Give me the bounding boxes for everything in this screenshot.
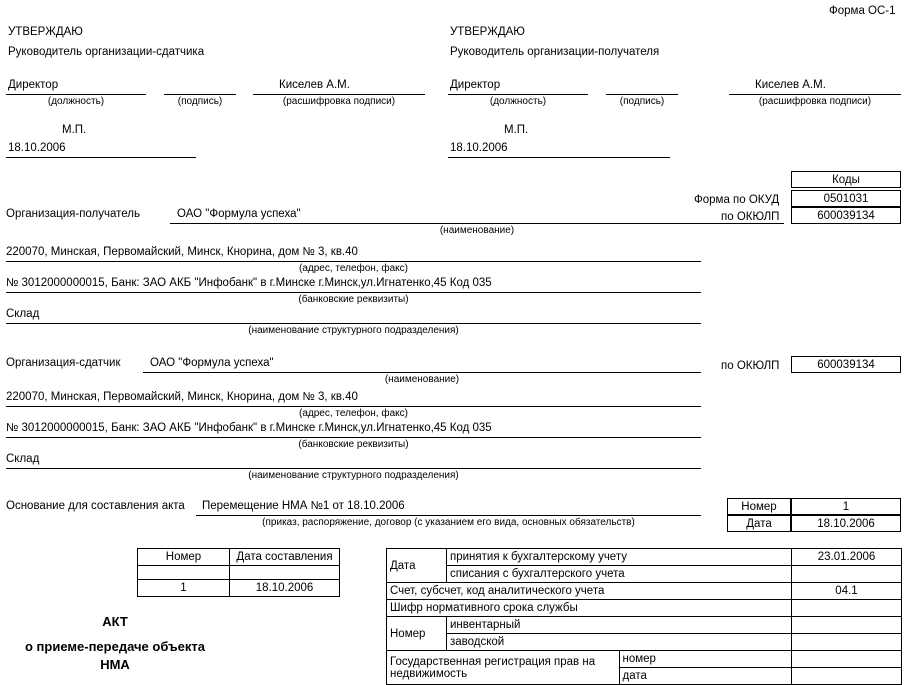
receiver-name-caption: (наименование) <box>439 225 515 236</box>
table-row <box>387 600 902 617</box>
receiver-bank-caption: (банковские реквизиты) <box>298 294 409 305</box>
approval-heading-left: УТВЕРЖДАЮ <box>8 26 83 38</box>
details-date-label: Дата <box>387 549 447 583</box>
codes-value-okud[interactable]: 0501031 <box>791 190 901 207</box>
basis-label: Основание для составления акта <box>6 500 185 512</box>
approval-subheading-left: Руководитель организации-сдатчика <box>8 46 205 58</box>
table-row <box>138 549 340 566</box>
sender-name-caption: (наименование) <box>384 374 460 385</box>
act-title-line2: о приеме-передаче объекта <box>25 639 205 654</box>
sender-name-rule <box>143 372 701 373</box>
approval-name-right: Киселев А.М. <box>755 79 826 91</box>
doc-number-value[interactable]: 1 <box>138 580 230 597</box>
doc-number-header: Номер <box>138 549 230 566</box>
details-number-label: Номер <box>387 617 447 651</box>
details-row-0-text: принятия к бухгалтерскому учету <box>447 549 792 566</box>
details-state-registration-text: Государственная регистрация прав на недвижимость <box>387 651 620 685</box>
receiver-address-caption: (адрес, телефон, факс) <box>299 263 408 274</box>
basis-caption: (приказ, распоряжение, договор (с указанием его вида, основных обязательств) <box>262 517 635 528</box>
approval-position-right: Директор <box>450 79 501 91</box>
sender-label: Организация-сдатчик <box>6 357 121 369</box>
sender-address-caption: (адрес, телефон, факс) <box>299 408 408 419</box>
table-row <box>387 634 902 651</box>
approval-subheading-right: Руководитель организации-получателя <box>450 46 660 58</box>
accounting-details-table <box>386 548 902 685</box>
approval-name-caption-right: (расшифровка подписи) <box>758 96 872 107</box>
table-row <box>387 566 902 583</box>
receiver-label: Организация-получатель <box>6 208 141 220</box>
details-row-2-value[interactable]: 04.1 <box>792 583 902 600</box>
approval-name-caption-left: (расшифровка подписи) <box>282 96 396 107</box>
sender-bank-caption: (банковские реквизиты) <box>298 439 409 450</box>
approval-heading-right: УТВЕРЖДАЮ <box>450 26 525 38</box>
codes-label-okud: Форма по ОКУД <box>694 194 780 206</box>
doc-date-value[interactable]: 18.10.2006 <box>230 580 340 597</box>
sender-okulp-label: по ОКЮЛП <box>721 360 780 372</box>
table-row <box>138 580 340 597</box>
sender-subdivision-rule <box>6 468 701 469</box>
receiver-subdivision-rule <box>6 323 701 324</box>
approval-name-left: Киселев А.М. <box>279 79 350 91</box>
basis-number-label: Номер <box>727 498 791 515</box>
receiver-name[interactable]: ОАО "Формула успеха" <box>177 208 301 220</box>
approval-position-caption-right: (должность) <box>489 96 547 107</box>
table-row <box>387 583 902 600</box>
sender-address-rule <box>6 406 701 407</box>
document-number-table <box>137 548 340 597</box>
form-code: Форма ОС-1 <box>829 5 896 17</box>
table-row <box>387 549 902 566</box>
approval-name-rule-left <box>253 94 425 95</box>
approval-position-rule-left <box>6 94 146 95</box>
table-row <box>387 617 902 634</box>
approval-name-rule-right <box>729 94 901 95</box>
details-row-1-text: списания с бухгалтерского учета <box>447 566 792 583</box>
act-title-line1: АКТ <box>102 614 128 629</box>
approval-mp-left: М.П. <box>62 124 87 136</box>
act-title-line3: НМА <box>100 657 130 672</box>
details-row-3-value[interactable] <box>792 600 902 617</box>
sender-name[interactable]: ОАО "Формула успеха" <box>150 357 274 369</box>
details-row-4-value[interactable] <box>792 617 902 634</box>
sender-address[interactable]: 220070, Минская, Первомайский, Минск, Кнорина, дом № 3, кв.40 <box>6 391 358 403</box>
approval-position-caption-left: (должность) <box>47 96 105 107</box>
sender-subdivision[interactable]: Склад <box>6 453 40 465</box>
details-row-0-value[interactable]: 23.01.2006 <box>792 549 902 566</box>
receiver-name-rule <box>170 223 784 224</box>
approval-date-rule-right <box>448 157 670 158</box>
details-row-4-text: инвентарный <box>447 617 792 634</box>
approval-signature-caption-right: (подпись) <box>619 96 665 107</box>
receiver-subdivision-caption: (наименование структурного подразделения) <box>248 325 459 336</box>
details-row-1-value[interactable] <box>792 566 902 583</box>
receiver-subdivision[interactable]: Склад <box>6 308 40 320</box>
details-state-registration-number-value[interactable] <box>792 651 902 668</box>
approval-date-rule-left <box>6 157 196 158</box>
doc-date-header: Дата составления <box>230 549 340 566</box>
approval-position-rule-right <box>448 94 588 95</box>
sender-subdivision-caption: (наименование структурного подразделения) <box>248 470 459 481</box>
approval-signature-rule-right <box>606 94 678 95</box>
approval-position-left: Директор <box>8 79 59 91</box>
approval-signature-rule-left <box>164 94 236 95</box>
approval-mp-right: М.П. <box>504 124 529 136</box>
approval-date-right: 18.10.2006 <box>450 142 508 154</box>
basis-date-label: Дата <box>727 515 791 532</box>
basis-value[interactable]: Перемещение НМА №1 от 18.10.2006 <box>202 500 405 512</box>
basis-date-value[interactable]: 18.10.2006 <box>791 515 901 532</box>
basis-rule <box>196 515 701 516</box>
approval-signature-caption-left: (подпись) <box>177 96 223 107</box>
receiver-address-rule <box>6 261 701 262</box>
receiver-address[interactable]: 220070, Минская, Первомайский, Минск, Кнорина, дом № 3, кв.40 <box>6 246 358 258</box>
table-row <box>138 566 340 580</box>
details-row-3-text: Шифр нормативного срока службы <box>387 600 792 617</box>
receiver-bank[interactable]: № 3012000000015, Банк: ЗАО АКБ "Инфобанк" в г.Минске г.Минск,ул.Игнатенко,45 Код 035 <box>6 277 492 289</box>
sender-okulp-value[interactable]: 600039134 <box>791 356 901 373</box>
sender-bank-rule <box>6 437 701 438</box>
details-row-5-value[interactable] <box>792 634 902 651</box>
details-state-registration-number-label: номер <box>619 651 792 668</box>
details-row-2-text: Счет, субсчет, код аналитического учета <box>387 583 792 600</box>
table-row <box>387 651 902 668</box>
details-state-registration-date-label: дата <box>619 668 792 685</box>
sender-bank[interactable]: № 3012000000015, Банк: ЗАО АКБ "Инфобанк" в г.Минске г.Минск,ул.Игнатенко,45 Код 035 <box>6 422 492 434</box>
details-state-registration-date-value[interactable] <box>792 668 902 685</box>
codes-value-okulp[interactable]: 600039134 <box>791 207 901 224</box>
approval-date-left: 18.10.2006 <box>8 142 66 154</box>
codes-label-okulp: по ОКЮЛП <box>721 211 780 223</box>
details-row-5-text: заводской <box>447 634 792 651</box>
basis-number-value[interactable]: 1 <box>791 498 901 515</box>
receiver-bank-rule <box>6 292 701 293</box>
codes-header: Коды <box>791 171 901 188</box>
